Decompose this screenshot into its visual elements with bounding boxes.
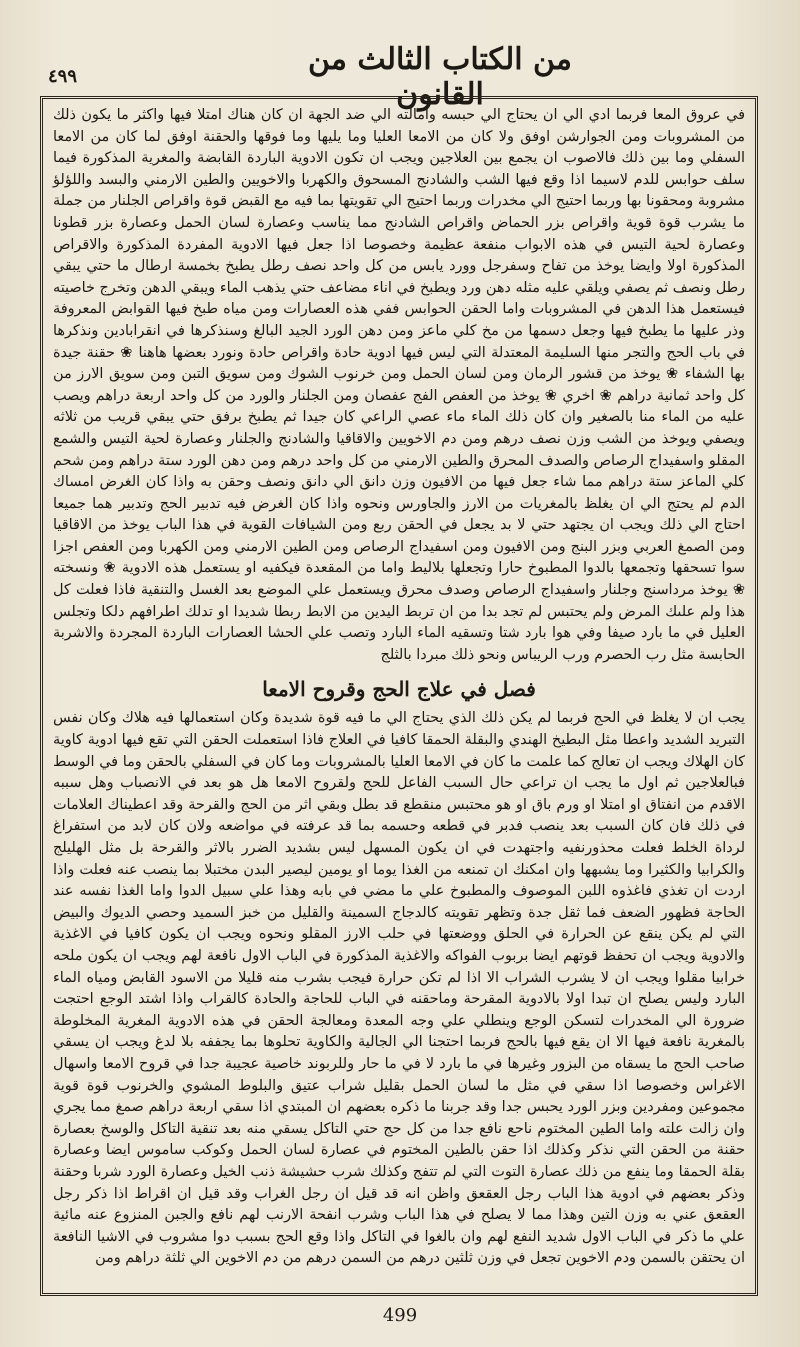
paragraph-treatment-of-bleeding: في عروق المعا فربما ادي الي ان يحتاج الي حبسه وامالته الي ضد الجهة ان كان هناك امتلا فيها واكثر ما يكون ذلك من المشروبات ومن الجوارشن اوفق ولا كان من الامعا العليا وما يليها وما فوقها والحقنة اوفق لما كان من الامعا السفلي وما بين ذلك فالاصوب ان يجمع بين العلاجين ويجب ان تكون الادوية الباردة القابضة والمغرية المذكورة فيما سلف حوابس للدم لاسيما اذا وقع فيها الشب والشادنج المسحوق والكهربا والاخويين والطين الارمني والبسد واللؤلؤ مشروبة ومحقونا بها وربما احتيج الي مخدرات وربما احتيج الي تقويتها بما فيه مع القبض قوة واقراص الجلنار من جملة ما يشرب قوة قوية واقراص بزر الحماض واقراص الشادنج مما يناسب وعصارة لسان الحمل وعصارة بزر قطونا وعصارة لحية التيس في هذه الابواب منفعة عظيمة وخصوصا اذا جعل فيها الادوية المفردة المذكورة والاقراص المذكورة اولا وايضا يوخذ من تفاح وسفرجل وورد يابس من كل واحد نصف رطل يطبخ بخمسة ارطال ما حتي يبقي رطل ونصف ثم يصفي ويلقي عليه مثله دهن ورد ويطبخ في اناء مضاعف حتي يذهب الماء ويبقي الدهن وتخرج خاصيته فيستعمل هذا الدهن في المشروبات واما الحقن الحوابس ففي هذه العصارات ومن مياه طبخ فيها القوابض المعروفة وذر عليها ما يطبخ فيها وجعل دسمها من مخ كلي ماعز ومن دهن الورد الجيد البالغ وسنذكرها في انقرابادين ونذكرها في باب الحج والتجر منها السليمة المعتدلة التي ليس فيها ادوية حادة واقراص حادة ونورد بعضها هاهنا ❀ حقنة جيدة بها الشفاء ❀ يوخذ من قشور الرمان ومن لسان الحمل ومن خرنوب الشوك ومن سويق التبن ومن سويق الارز من كل واحد ثمانية دراهم ❀ اخري ❀ يوخذ من العفص الفج عفصان ومن الجلنار والورد من كل واحد اربعة دراهم ويصب عليه من الماء منا بالصغير وان كان ذلك الماء ماء عصي الراعي كان جيدا ثم يطبخ برفق حتي يبقي قريب من ثلاثه ويصفي ويوخذ من الشب وزن نصف درهم ومن دم الاخويين والاقاقيا والشادنج والجلنار وعصارة لحية التيس والشمع المقلو واسفيداج الرصاص والصدف المحرق والطين الارمني من كل واحد درهم ومن دهن الورد ستة دراهم ومن شحم كلي الماعز ستة دراهم مما شاء جعل فيها من الافيون وزن دانق الي دانق ونصف وحقن به واذا كان الغرض امساك الدم لم يحتج الي ان يغلظ بالمغريات من الارز والجاورس ونحوه واذا كان الغرض فيه تدبير الحج وتدبير هما جميعا احتاج الي ذلك ويجب ان يجتهد حتي لا بد يجعل في الحقن ربع ومن الشيافات القوية في هذا الباب يوخذ من الاقاقيا ومن الصمغ العربي وبزر البنج ومن الافيون ومن اسفيداج الرصاص ومن الطين الارمني ومن الكهربا ومن العفص اجزا سوا تسحقها وتجمعها بالدوا المطبوخ حارا وتجعلها بلاليط واما من المقعدة فيكفيه او يستعمل هذه الادوية ❀ ونسخته ❀ يوخذ مرداسنج وجلنار واسفيداج الرصاص وصدف محرق ويستعمل علي الموضع بعد الغسل والتنقية فاذا فعلت كل هذا ولم علىك المرض ولم يحتبس لم تجد بدا من ان تربط اليدين من الابط ربطا شديدا او تدلك اطرافهم دلكا وتجلس العليل في ما بارد صيفا وفي هوا بارد شتا وتسقيه الماء البارد وتصب علي الحشا العصارات الباردة المجردة والاشربة الحابسة مثل رب الحصرم ورب الريباس ونحو ذلك مبردا بالثلج <box>53 107 745 663</box>
section-heading: فصل في علاج الحج وقروح الامعا <box>262 677 536 702</box>
paragraph-treatment-of-dysentery: يجب ان لا يغلظ في الحج فربما لم يكن ذلك الذي يحتاج الي ما فيه قوة شديدة وكان استعمالها فيه هلاك وكان نفس التبريد الشديد واعطا مثل البطيخ الهندي والبقلة الحمقا كافيا في العلاج فاذا استعملت الحقن التي تقع فيها ادوية كاوية كان الهلاك ويجب ان تعالج كما علمت ما كان في الامعا العليا بالمشروبات وما كان في السفلي بالحقن وما في الوسط فبالعلاجين ثم اول ما يجب ان تراعي حال السبب الفاعل للحج ولقروح الامعا هل هو بعد في الانصباب وهل سببه الاقدم من انفتاق او امتلا او ورم باق او هو محتبس منقطع قد بطل وبقي اثر من الحج والقرحة وقد اعطيناك العلامات في ذلك فان كان السبب بعد ينصب فدبر في قطعه وحسمه بما قد عرفته في مواضعه ولان كان لابد من استفراغ لرداة الخلط فعلت محذورنفيه واجتهدت في ان يكون المسهل ليس بشديد الضرر بالاثر والقرحة بل مثل الهليلج والكرابيا والكثيرا وما يشبهها وان امكنك ان تمنعه من الغذا يوما او يومين ليصير البدن مختبلا بما ينصب عنه فعلت واذا اردت ان تغذي فاغذوه اللبن الموصوف والمطبوخ علي ما مضي في بابه وهذا علي سبيل الدوا واما الغذا نفسه عند الحاجة فظهور الضعف فما ثقل جدة وتظهر تقويته كالدجاج السمينة والقليل من خبز السميد وحصي الديوك والبيض التي لم يكن ينقع عن الحرارة في الحلق ووضعتها في حلب الارز المقلو ونحوه ويجب ان يكون كافيا في الاغذية والادوية ويجب ان تحفظ قوتهم ايضا بربوب الفواكه والاغذية المذكورة في الباب الاول نافعة لهم ويجب ان يكون ملحه خرابيا مقلوا ويجب ان لا يشرب الشراب الا اذا لم تكن حرارة فيجب بشرب منه قليلا من الاسود القابض ومياه الماء البارد وليس يصلح ان تبدا اولا بالادوية المقرحة وماحقنه في الباب للحاجة والحادة كالقراب واذا اشتد الوجع احتجت ضرورة الي المخدرات لتسكن الوجع وينطلي علي وجه المعدة ومعالجة الحقن في هذه الادوية المغرية المخلوطة بالمغرية نافعة فيها الا ان يقع فيها بالحج فربما احتجنا الي الجالية والكاوية تحلوها بما يجففه بلا لدغ ويجب ان يسقي صاحب الحج ما يسقاه من البزور وغيرها في ما بارد لا في ما حار وللربوند خاصية عجيبة جدا في قروح الامعا واسهال الاغراس وخصوصا اذا سقي في مثل ما لسان الحمل بقليل شراب عتيق والبلوط المشوي والخرنوب قوة قوية مجموعين ومفردين وبزر الورد يحبس جدا وقد جربنا ما ذكره بعضهم ان المبتدي اذا سقي اربعة دراهم صمغ مما يجري وان زالت علته واما الطين المختوم ناحع نافع جدا من كل حج حتي التاكل يسقي منه بعد تنقية التاكل والوسخ بعصارة حقنة من الحقن التي نذكر وكذلك اذا حقن بالطين المختوم في عصارة لسان الحمل وكوكب ساموس ايضا وعصارة بقلة الحمقا وما ينفع من ذلك عصارة التوت التي لم تتفج وكذلك شرب حشيشة ذنب الخيل وعصارة الورد شربا وحقنة وذكر بعضهم في ادوية هذا الباب رجل العقعق واظن انه قد قيل ان رجل الغراب وقد قيل ان اقراط اذا ذكر رجل العقعق عني به وزن التين وهذا مما لا يصلح في هذا الباب وشرب انفحة الارنب لهم نافع والجبن المنزوع عنه مائية علي ما ذكر في الباب الاول شديد النفع لهم وان بالغوا في التاكل واذا وقع الحج بسبب دوا مشروب في الاشيا النافعة ان يحتقن بالسمن ودم الاخوين تجعل في وزن ثلثين درهم من السمن درهم من دم الاخوين الي ثلثة دراهم ومن <box>53 710 745 1267</box>
folio-number-top: ٤٩٩ <box>48 66 78 87</box>
text-frame <box>40 96 758 1296</box>
running-head: من الكتاب الثالث من القانون <box>308 42 572 112</box>
folio-number-bottom: 499 <box>382 1305 418 1326</box>
page-header <box>40 38 760 112</box>
